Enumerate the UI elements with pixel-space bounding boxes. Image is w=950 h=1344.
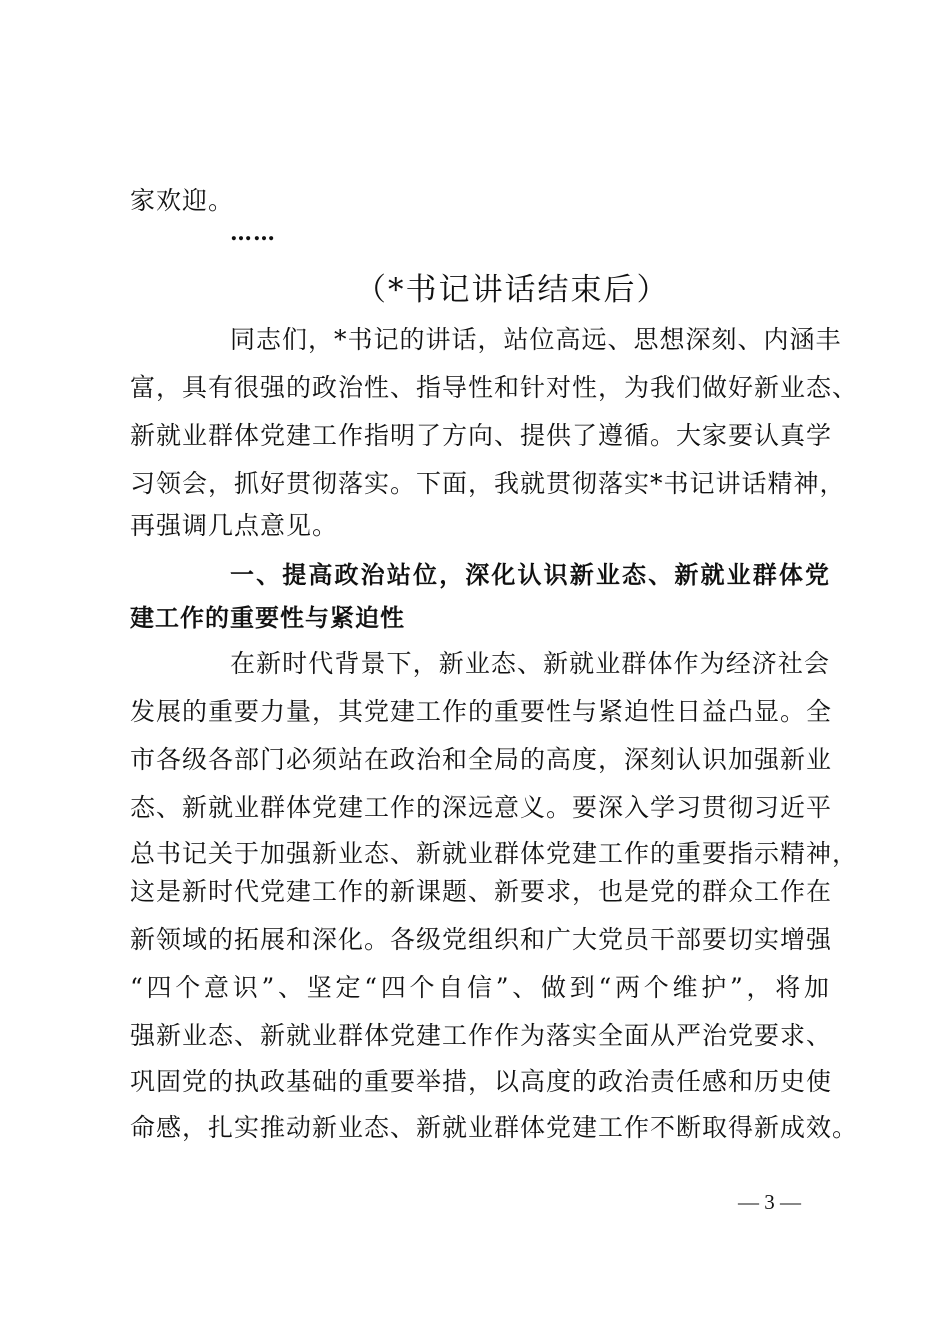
section-subtitle: （*书记讲话结束后） xyxy=(355,272,670,308)
paragraph-line: 发展的重要力量，其党建工作的重要性与紧迫性日益凸显。全 xyxy=(130,697,833,726)
paragraph-line: 总书记关于加强新业态、新就业群体党建工作的重要指示精神， xyxy=(130,839,859,868)
paragraph-line: “四个意识”、坚定“四个自信”、做到“两个维护”，将加 xyxy=(130,973,830,1002)
paragraph-line: 态、新就业群体党建工作的深远意义。要深入学习贯彻习近平 xyxy=(130,793,833,822)
paragraph-line: 新领域的拓展和深化。各级党组织和广大党员干部要切实增强 xyxy=(130,925,833,954)
section-heading: 建工作的重要性与紧迫性 xyxy=(130,604,405,632)
paragraph-line: 同志们，*书记的讲话，站位高远、思想深刻、内涵丰 xyxy=(230,325,842,354)
ellipsis: …… xyxy=(230,220,276,246)
paragraph-line: 再强调几点意见。 xyxy=(130,511,339,540)
page-number: — 3 — xyxy=(738,1190,801,1214)
paragraph-line: 新就业群体党建工作指明了方向、提供了遵循。大家要认真学 xyxy=(130,421,833,450)
section-heading: 一、提高政治站位，深化认识新业态、新就业群体党 xyxy=(230,561,830,589)
paragraph-line: 市各级各部门必须站在政治和全局的高度，深刻认识加强新业 xyxy=(130,745,833,774)
paragraph-line: 巩固党的执政基础的重要举措，以高度的政治责任感和历史使 xyxy=(130,1067,833,1096)
paragraph-line: 命感，扎实推动新业态、新就业群体党建工作不断取得新成效。 xyxy=(130,1113,859,1142)
carryover-line: 家欢迎。 xyxy=(130,186,235,215)
paragraph-line: 习领会，抓好贯彻落实。下面，我就贯彻落实*书记讲话精神， xyxy=(130,469,846,498)
paragraph-line: 在新时代背景下，新业态、新就业群体作为经济社会 xyxy=(230,649,830,678)
paragraph-line: 富，具有很强的政治性、指导性和针对性，为我们做好新业态、 xyxy=(130,373,859,402)
paragraph-line: 这是新时代党建工作的新课题、新要求，也是党的群众工作在 xyxy=(130,877,833,906)
paragraph-line: 强新业态、新就业群体党建工作作为落实全面从严治党要求、 xyxy=(130,1021,833,1050)
